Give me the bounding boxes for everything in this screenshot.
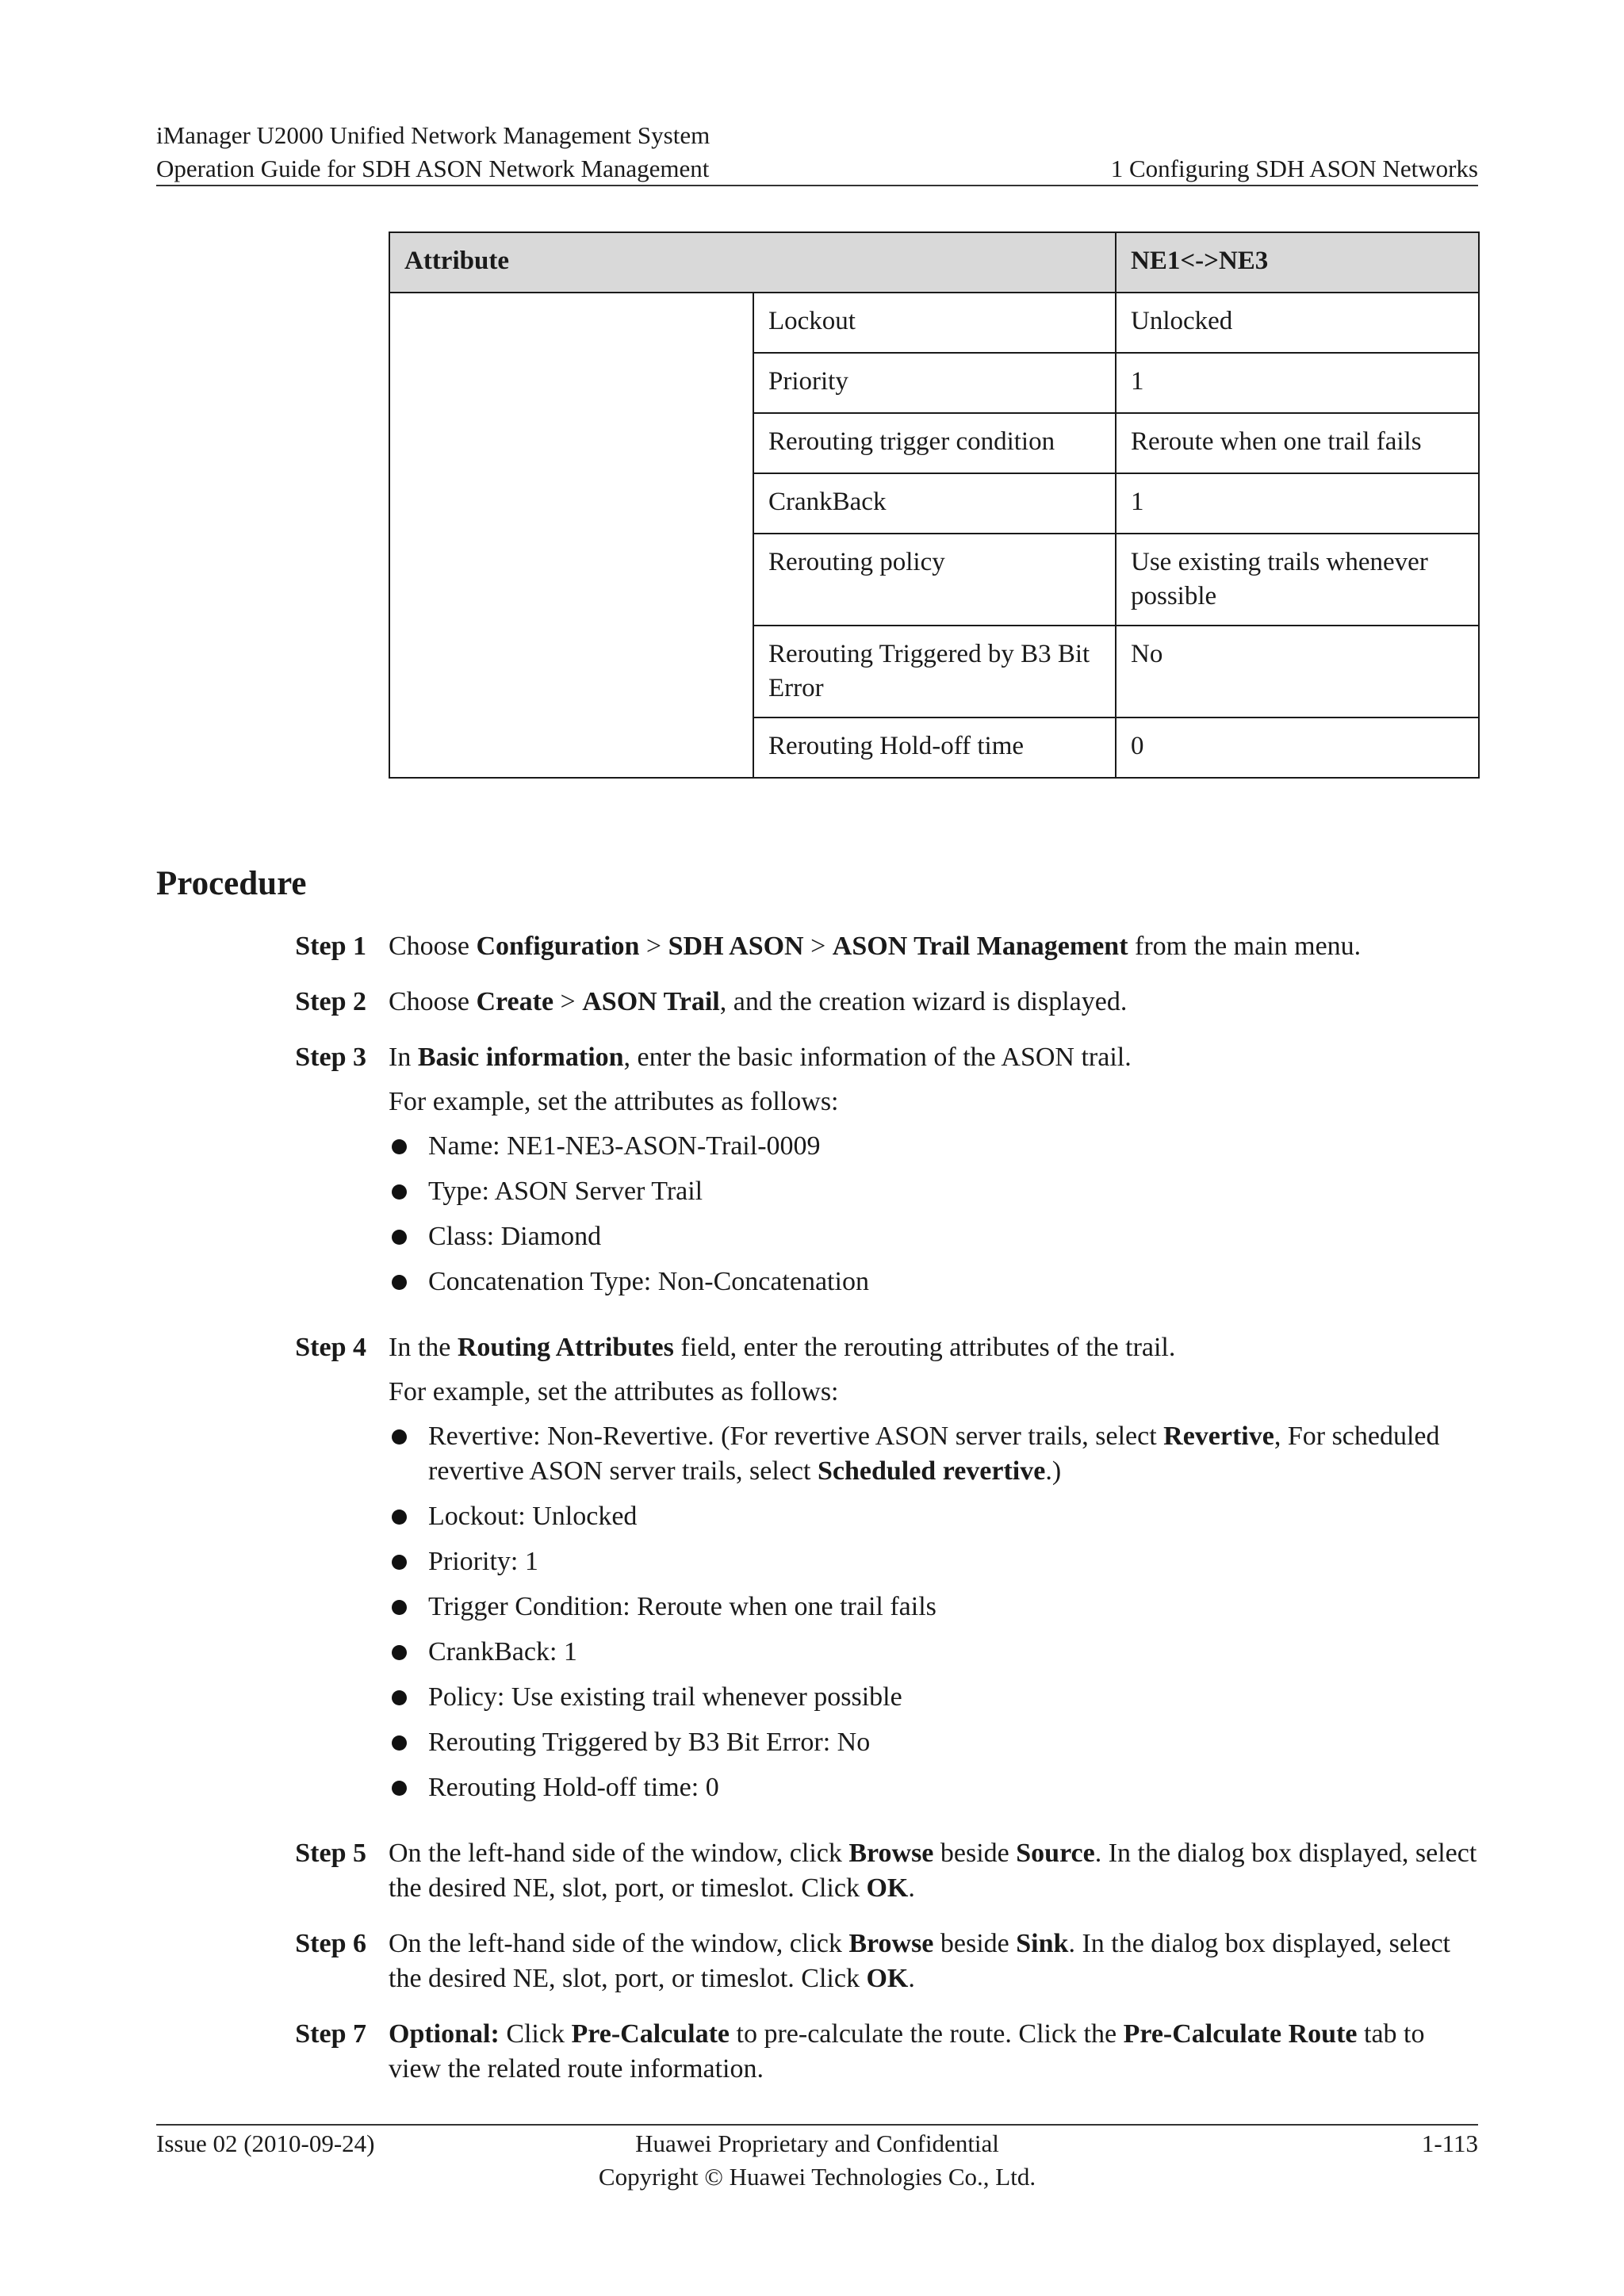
- ok-label: OK: [866, 1964, 909, 1993]
- bullet-list: [389, 1419, 1478, 1805]
- menu-configuration: Configuration: [476, 932, 640, 961]
- step-1: [156, 929, 1478, 964]
- page-header: [156, 119, 1478, 186]
- table-cell-value: Unlocked: [1116, 293, 1479, 353]
- step-text: In the Routing Attributes field, enter the rerouting attributes of the trail.: [389, 1333, 1176, 1362]
- list-item: Concatenation Type: Non-Concatenation: [389, 1265, 1478, 1299]
- step-label: Step 1: [295, 932, 366, 961]
- list-item: Type: ASON Server Trail: [389, 1174, 1478, 1209]
- header-divider: [156, 185, 1478, 186]
- step-label: Step 2: [295, 987, 366, 1016]
- routing-attributes-label: Routing Attributes: [457, 1333, 674, 1362]
- list-item: Priority: 1: [389, 1544, 1478, 1579]
- attribute-table: [389, 232, 1480, 779]
- table-cell-attribute: Rerouting Triggered by B3 Bit Error: [753, 626, 1116, 718]
- step-text: On the left-hand side of the window, click Browse beside Sink. In the dialog box displayed, select the desired NE, slot, port, or timeslot. Click OK.: [389, 1929, 1450, 1993]
- step-5: [156, 1836, 1478, 1906]
- footer-copyright-line: Copyright © Huawei Technologies Co., Ltd.: [598, 2163, 1036, 2191]
- table-header-row: [389, 232, 1479, 293]
- step-text: Optional: Click Pre-Calculate to pre-calculate the route. Click the Pre-Calculate Route tab to view the related route information.: [389, 2019, 1425, 2084]
- list-item: Rerouting Hold-off time: 0: [389, 1770, 1478, 1805]
- table-cell-value: 1: [1116, 473, 1479, 534]
- footer-issue: Issue 02 (2010-09-24): [156, 2130, 375, 2157]
- footer-page-number: 1-113: [1421, 2130, 1478, 2157]
- table-cell-value: Use existing trails whenever possible: [1116, 534, 1479, 626]
- table-cell-attribute: Rerouting Hold-off time: [753, 718, 1116, 778]
- step-example-text: For example, set the attributes as follows:: [389, 1087, 839, 1116]
- basic-information-label: Basic information: [417, 1043, 624, 1072]
- optional-label: Optional:: [389, 2019, 500, 2049]
- pre-calculate-route-tab-label: Pre-Calculate Route: [1123, 2019, 1358, 2049]
- list-item: Lockout: Unlocked: [389, 1499, 1478, 1534]
- step-label: Step 4: [295, 1333, 366, 1362]
- sink-label: Sink: [1016, 1929, 1069, 1958]
- step-label: Step 5: [295, 1839, 366, 1868]
- step-label: Step 3: [295, 1043, 366, 1072]
- browse-label: Browse: [848, 1929, 934, 1958]
- bullet-list: [389, 1129, 1478, 1299]
- table-cell-attribute: CrankBack: [753, 473, 1116, 534]
- step-2: [156, 985, 1478, 1020]
- step-text: On the left-hand side of the window, click Browse beside Source. In the dialog box displayed, select the desired NE, slot, port, or timeslot. Click OK.: [389, 1839, 1477, 1903]
- step-example-text: For example, set the attributes as follows:: [389, 1377, 839, 1406]
- step-text: Choose Create > ASON Trail, and the creation wizard is displayed.: [389, 987, 1128, 1016]
- table-merged-cell: [389, 293, 753, 778]
- step-3: [156, 1040, 1478, 1310]
- table-cell-value: 0: [1116, 718, 1479, 778]
- table-cell-attribute: Priority: [753, 353, 1116, 413]
- browse-label: Browse: [848, 1839, 934, 1868]
- header-guide-title: Operation Guide for SDH ASON Network Management: [156, 155, 710, 182]
- table-row: [389, 293, 1479, 353]
- table-header-attribute: Attribute: [389, 232, 1116, 293]
- menu-create: Create: [476, 987, 554, 1016]
- table-cell-value: Reroute when one trail fails: [1116, 413, 1479, 473]
- table-header-ne1-ne3: NE1<->NE3: [1116, 232, 1479, 293]
- menu-ason-trail-management: ASON Trail Management: [832, 932, 1128, 961]
- step-text: Choose Configuration > SDH ASON > ASON Trail Management from the main menu.: [389, 932, 1362, 961]
- menu-sdh-ason: SDH ASON: [668, 932, 804, 961]
- procedure-heading: Procedure: [156, 865, 307, 902]
- step-7: [156, 2017, 1478, 2087]
- revertive-option: Revertive: [1163, 1422, 1274, 1451]
- footer-proprietary-line: Huawei Proprietary and Confidential: [635, 2130, 999, 2157]
- table-cell-value: 1: [1116, 353, 1479, 413]
- list-item: Policy: Use existing trail whenever possible: [389, 1680, 1478, 1715]
- step-6: [156, 1927, 1478, 1996]
- footer-divider: [156, 2124, 1478, 2126]
- header-chapter-title: 1 Configuring SDH ASON Networks: [1110, 155, 1478, 182]
- source-label: Source: [1016, 1839, 1095, 1868]
- header-product-title: iManager U2000 Unified Network Management System: [156, 121, 710, 149]
- scheduled-revertive-option: Scheduled revertive: [817, 1456, 1046, 1486]
- list-item: Trigger Condition: Reroute when one trail fails: [389, 1590, 1478, 1624]
- list-item: CrankBack: 1: [389, 1635, 1478, 1670]
- table-cell-value: No: [1116, 626, 1479, 718]
- list-item: Class: Diamond: [389, 1219, 1478, 1254]
- footer-confidential: [156, 2127, 1478, 2194]
- pre-calculate-label: Pre-Calculate: [571, 2019, 730, 2049]
- step-label: Step 7: [295, 2019, 366, 2049]
- step-4: [156, 1330, 1478, 1816]
- table-cell-attribute: Lockout: [753, 293, 1116, 353]
- ok-label: OK: [866, 1873, 909, 1903]
- menu-ason-trail: ASON Trail: [582, 987, 720, 1016]
- list-item: Rerouting Triggered by B3 Bit Error: No: [389, 1725, 1478, 1760]
- list-item: Name: NE1-NE3-ASON-Trail-0009: [389, 1129, 1478, 1164]
- step-label: Step 6: [295, 1929, 366, 1958]
- table-cell-attribute: Rerouting policy: [753, 534, 1116, 626]
- procedure-steps: [156, 929, 1478, 2107]
- list-item: Revertive: Non-Revertive. (For revertive ASON server trails, select Revertive, For scheduled revertive ASON server trails, select Scheduled revertive.): [389, 1419, 1478, 1489]
- table-cell-attribute: Rerouting trigger condition: [753, 413, 1116, 473]
- step-text: In Basic information, enter the basic information of the ASON trail.: [389, 1043, 1132, 1072]
